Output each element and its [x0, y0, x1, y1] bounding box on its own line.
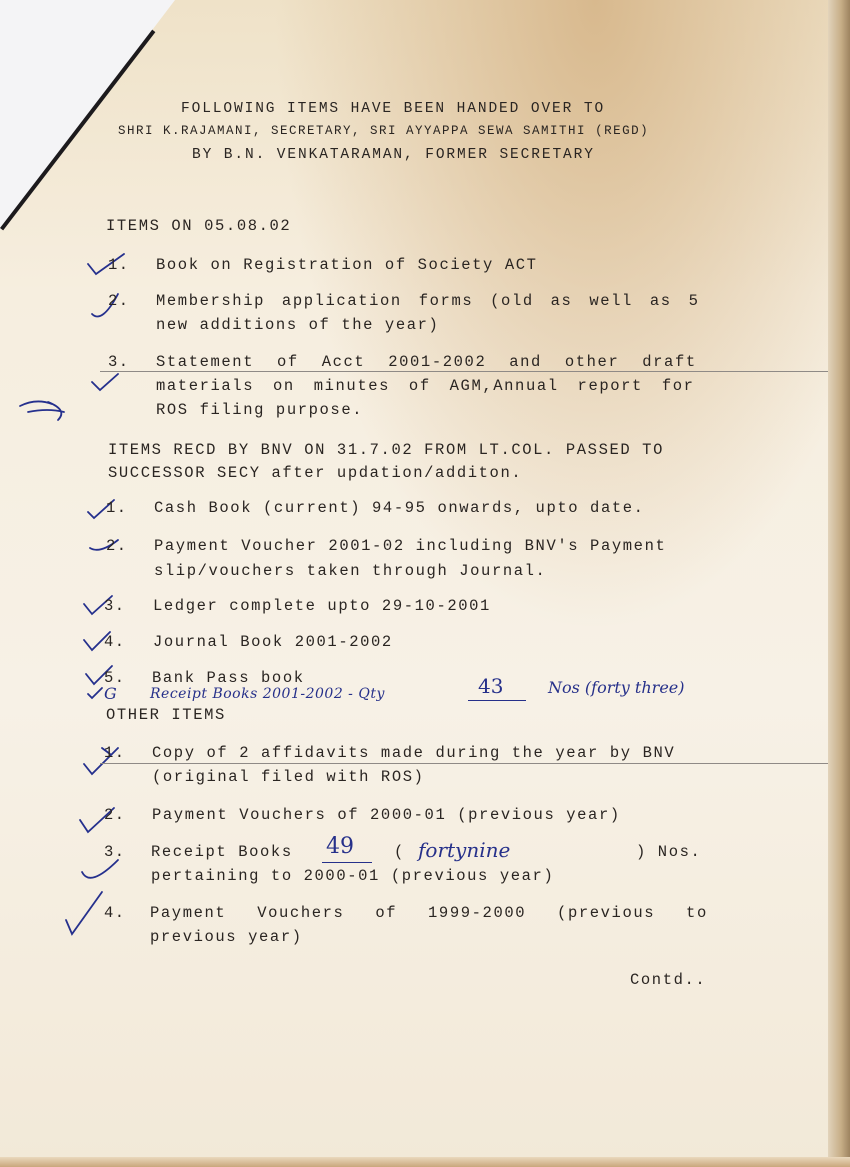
scribble-mark	[18, 392, 68, 426]
handwritten-quantity: 49	[326, 834, 354, 859]
item-number: 2.	[104, 806, 126, 824]
list-item: Copy of 2 affidavits made during the year by BNV	[152, 744, 676, 762]
list-item: Cash Book (current) 94-95 onwards, upto date.	[154, 499, 645, 517]
list-item: Membership application forms (old as well as 5	[156, 292, 700, 310]
item-number: 1.	[108, 256, 130, 274]
item-number: 4.	[104, 904, 126, 922]
list-item: (original filed with ROS)	[152, 768, 425, 786]
handwritten-item-text: Receipt Books 2001-2002 - Qty	[150, 686, 385, 702]
page-edge-bottom	[0, 1157, 850, 1167]
checkmark-icon	[62, 888, 110, 938]
page-edge-right	[828, 0, 850, 1167]
handwritten-quantity: 43	[478, 674, 504, 698]
item-number: 4.	[104, 633, 126, 651]
list-item: previous year)	[150, 928, 303, 946]
list-item: Payment Vouchers of 2000-01 (previous year)	[152, 806, 621, 824]
list-item: Payment Voucher 2001-02 including BNV's Payment	[154, 537, 667, 555]
item-number: 3.	[104, 597, 126, 615]
item-number: 1.	[106, 499, 128, 517]
list-item: Ledger complete upto 29-10-2001	[153, 597, 491, 615]
list-item: ROS filing purpose.	[156, 401, 364, 419]
item-number: 2.	[108, 292, 130, 310]
header-line-2: SHRI K.RAJAMANI, SECRETARY, SRI AYYAPPA SEWA SAMITHI (REGD)	[118, 124, 650, 138]
list-item: Receipt Books	[151, 843, 293, 861]
section1-title: ITEMS ON 05.08.02	[106, 217, 292, 235]
list-item: new additions of the year)	[156, 316, 440, 334]
section2-title-line-2: SUCCESSOR SECY after updation/additon.	[108, 464, 523, 482]
crease-line	[100, 763, 828, 764]
underline	[468, 700, 526, 701]
item-number: 1.	[104, 744, 126, 762]
item-number: 5.	[104, 669, 126, 687]
contd-label: Contd..	[630, 971, 707, 989]
list-item: Statement of Acct 2001-2002 and other draft	[156, 353, 697, 371]
list-item: slip/vouchers taken through Journal.	[154, 562, 547, 580]
list-item: (	[394, 843, 405, 861]
checkmark-icon	[86, 370, 126, 396]
item-number: 2.	[106, 537, 128, 555]
section2-title-line-1: ITEMS RECD BY BNV ON 31.7.02 FROM LT.COL. PASSED TO	[108, 441, 664, 459]
list-item: Bank Pass book	[152, 669, 305, 687]
list-item: Book on Registration of Society ACT	[156, 256, 538, 274]
header-line-3: BY B.N. VENKATARAMAN, FORMER SECRETARY	[192, 147, 595, 163]
section3-title: OTHER ITEMS	[106, 706, 226, 724]
crease-line	[100, 371, 828, 372]
header-line-1: FOLLOWING ITEMS HAVE BEEN HANDED OVER TO	[181, 101, 606, 117]
underline	[322, 862, 372, 863]
handwritten-quantity-words: fortynine	[418, 838, 511, 862]
handwritten-item-number: G	[104, 684, 117, 703]
handwritten-quantity-words: Nos (forty three)	[548, 678, 685, 697]
item-number: 3.	[104, 843, 126, 861]
list-item: pertaining to 2000-01 (previous year)	[151, 867, 555, 885]
list-item: materials on minutes of AGM,Annual report for	[156, 377, 695, 395]
checkmark-icon	[78, 856, 122, 890]
list-item: Journal Book 2001-2002	[153, 633, 393, 651]
list-item: ) Nos.	[636, 843, 702, 861]
item-number: 3.	[108, 353, 130, 371]
list-item: Payment Vouchers of 1999-2000 (previous to	[150, 904, 708, 922]
